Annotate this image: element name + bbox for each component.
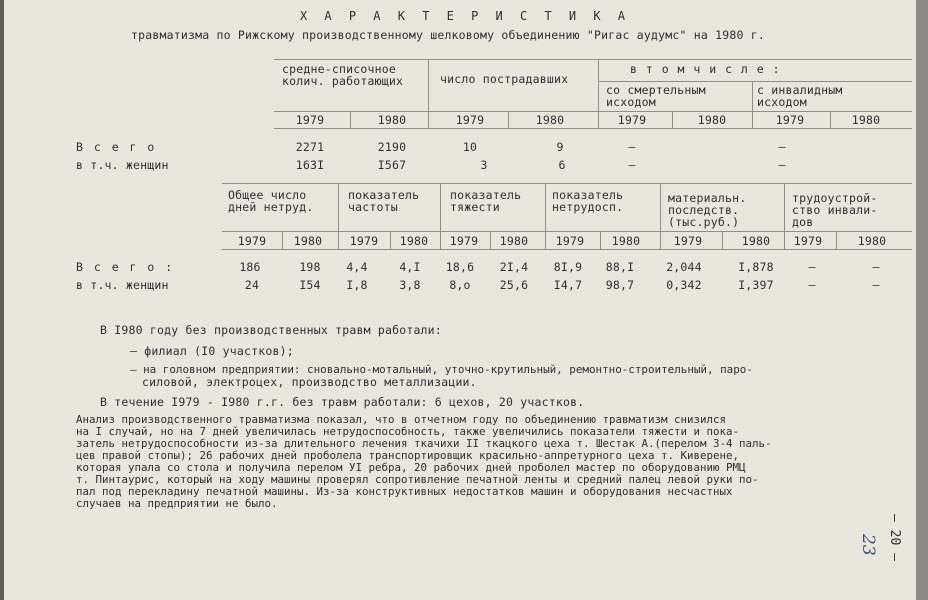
- cell-value: I,878: [738, 260, 774, 274]
- cell-value: 186: [239, 260, 261, 274]
- table1-divider: [428, 59, 429, 128]
- cell-value: 6: [558, 158, 566, 172]
- table2-divider: [836, 231, 837, 249]
- cell-value: 3: [480, 158, 488, 172]
- year-label: 1980: [399, 234, 429, 248]
- table1-divider: [672, 111, 673, 128]
- analysis-line: цев правой стопы); 26 рабочих дней проболела транспортировщик красильно-аппретурного цеха т. Киверене,: [76, 449, 740, 462]
- cell-value: –: [778, 158, 786, 172]
- cell-value: –: [628, 158, 636, 172]
- table1-years-rule: [274, 128, 912, 129]
- cell-value: 9: [556, 140, 564, 154]
- body-bullet: силовой, электроцех, производство металлизации.: [142, 375, 477, 389]
- cell-value: 18,6: [445, 260, 475, 274]
- year-label: 1979: [349, 234, 379, 248]
- header-material: материальн. последств. (тыс.руб.): [668, 191, 747, 229]
- header-days-lost: Общее число дней нетруд.: [228, 188, 314, 214]
- page-number: – 20 –: [887, 514, 902, 561]
- year-label: 1980: [499, 234, 529, 248]
- table1-divider: [598, 59, 599, 128]
- table2-divider: [545, 183, 546, 249]
- table2-header-rule: [222, 231, 912, 232]
- analysis-line: пал под перекладину печатной машины. Из-за конструктивных недостатков машин и оборудования несчастных: [76, 485, 733, 498]
- year-label: 1980: [857, 234, 887, 248]
- table2-divider: [282, 231, 283, 249]
- cell-value: I4,7: [553, 278, 583, 292]
- row-label-total: В с е г о :: [76, 260, 175, 274]
- year-label: 1979: [617, 113, 647, 127]
- cell-value: 0,342: [666, 278, 702, 292]
- year-label: 1980: [611, 234, 641, 248]
- year-label: 1980: [293, 234, 323, 248]
- analysis-line: на I случай, но на 7 дней увеличилась нетрудоспособность, также увеличились показатели тяжести и пока-: [76, 425, 740, 438]
- table1-divider: [350, 111, 351, 128]
- cell-value: I567: [377, 158, 407, 172]
- row-label-women: в т.ч. женщин: [76, 158, 169, 172]
- header-frequency: показатель частоты: [348, 188, 420, 214]
- cell-value: 3,8: [399, 278, 421, 292]
- body-paragraph: В течение I979 - I980 г.г. без травм работали: 6 цехов, 20 участков.: [100, 395, 585, 409]
- document-title: Х А Р А К Т Е Р И С Т И К А: [299, 9, 631, 23]
- header-in-that: в т о м ч и с л е :: [630, 62, 781, 76]
- cell-value: 2271: [295, 140, 325, 154]
- table2-divider: [600, 231, 601, 249]
- cell-value: 24: [244, 278, 260, 292]
- year-label: 1980: [741, 234, 771, 248]
- table2-top-rule: [222, 183, 912, 184]
- analysis-line: Анализ производственного травматизма показал, что в отчетном году по объединению травматизм снизился: [76, 413, 727, 426]
- table1-divider: [752, 81, 753, 128]
- header-incapacity: показатель нетрудосп.: [552, 188, 624, 214]
- table2-divider: [660, 183, 661, 249]
- table1-top-rule: [274, 59, 912, 60]
- body-paragraph: В I980 году без производственных травм работали:: [100, 323, 442, 337]
- cell-value: I,8: [346, 278, 368, 292]
- document-subtitle: травматизма по Рижскому производственному шелковому объединению "Ригас аудумс" на 1980 г.: [131, 28, 765, 42]
- body-bullet: – на головном предприятии: сновально-мотальный, уточно-крутильный, ремонтно-строительный, паро-: [130, 363, 753, 376]
- year-label: 1979: [775, 113, 805, 127]
- year-label: 1980: [377, 113, 407, 127]
- handwritten-page-number: 23: [858, 534, 878, 556]
- cell-value: 8I,9: [553, 260, 583, 274]
- header-employment: трудоустрой- ство инвали- дов: [792, 191, 878, 229]
- cell-value: –: [778, 140, 786, 154]
- analysis-line: случаев на предприятии не было.: [76, 497, 278, 510]
- cell-value: 198: [299, 260, 321, 274]
- header-disability: с инвалидным исходом: [757, 83, 843, 109]
- row-label-total: В с е г о: [76, 140, 157, 154]
- table2-divider: [722, 231, 723, 249]
- year-label: 1979: [237, 234, 267, 248]
- table1-divider: [830, 111, 831, 128]
- header-severity: показатель тяжести: [450, 188, 522, 214]
- table2-divider: [490, 231, 491, 249]
- header-fatal: со смертельным исходом: [606, 83, 706, 109]
- year-label: 1979: [555, 234, 585, 248]
- body-bullet: – филиал (I0 участков);: [130, 344, 294, 358]
- cell-value: 10: [462, 140, 478, 154]
- year-label: 1979: [793, 234, 823, 248]
- cell-value: I54: [299, 278, 321, 292]
- year-label: 1979: [449, 234, 479, 248]
- page-edge: [916, 0, 928, 600]
- cell-value: –: [872, 278, 880, 292]
- year-label: 1980: [535, 113, 565, 127]
- analysis-line: которая упала со стола и получила перелом УI ребра, 20 рабочих дней проболел мастер по оборудованию РМЦ: [76, 461, 746, 474]
- year-label: 1980: [697, 113, 727, 127]
- table2-divider: [784, 183, 785, 249]
- year-label: 1980: [851, 113, 881, 127]
- table2-divider: [338, 183, 339, 249]
- table1-divider: [508, 111, 509, 128]
- cell-value: 4,I: [399, 260, 421, 274]
- header-injured: число пострадавших: [440, 72, 569, 86]
- row-label-women: в т.ч. женщин: [76, 278, 169, 292]
- table1-subhead-rule: [598, 81, 912, 82]
- year-label: 1979: [295, 113, 325, 127]
- year-label: 1979: [455, 113, 485, 127]
- header-avg-workers: средне-списочное колич. работающих: [282, 62, 404, 88]
- table2-divider: [440, 183, 441, 249]
- cell-value: 163I: [295, 158, 325, 172]
- cell-value: 25,6: [499, 278, 529, 292]
- cell-value: 2,044: [666, 260, 702, 274]
- cell-value: I,397: [738, 278, 774, 292]
- analysis-line: т. Пинтаурис, который на ходу машины проверял сопротивление печатной ленты и средний палец левой руки по-: [76, 473, 759, 486]
- cell-value: 4,4: [346, 260, 368, 274]
- cell-value: 8,o: [449, 278, 471, 292]
- cell-value: 2190: [377, 140, 407, 154]
- table2-years-rule: [222, 249, 912, 250]
- cell-value: 2I,4: [499, 260, 529, 274]
- cell-value: –: [808, 278, 816, 292]
- table2-divider: [390, 231, 391, 249]
- analysis-line: затель нетрудоспособности из-за длительного лечения ткачихи II ткацкого цеха т. Шестак А.(перелом 3-4 паль-: [76, 437, 772, 450]
- cell-value: –: [872, 260, 880, 274]
- cell-value: 88,I: [605, 260, 635, 274]
- cell-value: –: [628, 140, 636, 154]
- cell-value: 98,7: [605, 278, 635, 292]
- year-label: 1979: [673, 234, 703, 248]
- table1-header-rule: [274, 111, 912, 112]
- cell-value: –: [808, 260, 816, 274]
